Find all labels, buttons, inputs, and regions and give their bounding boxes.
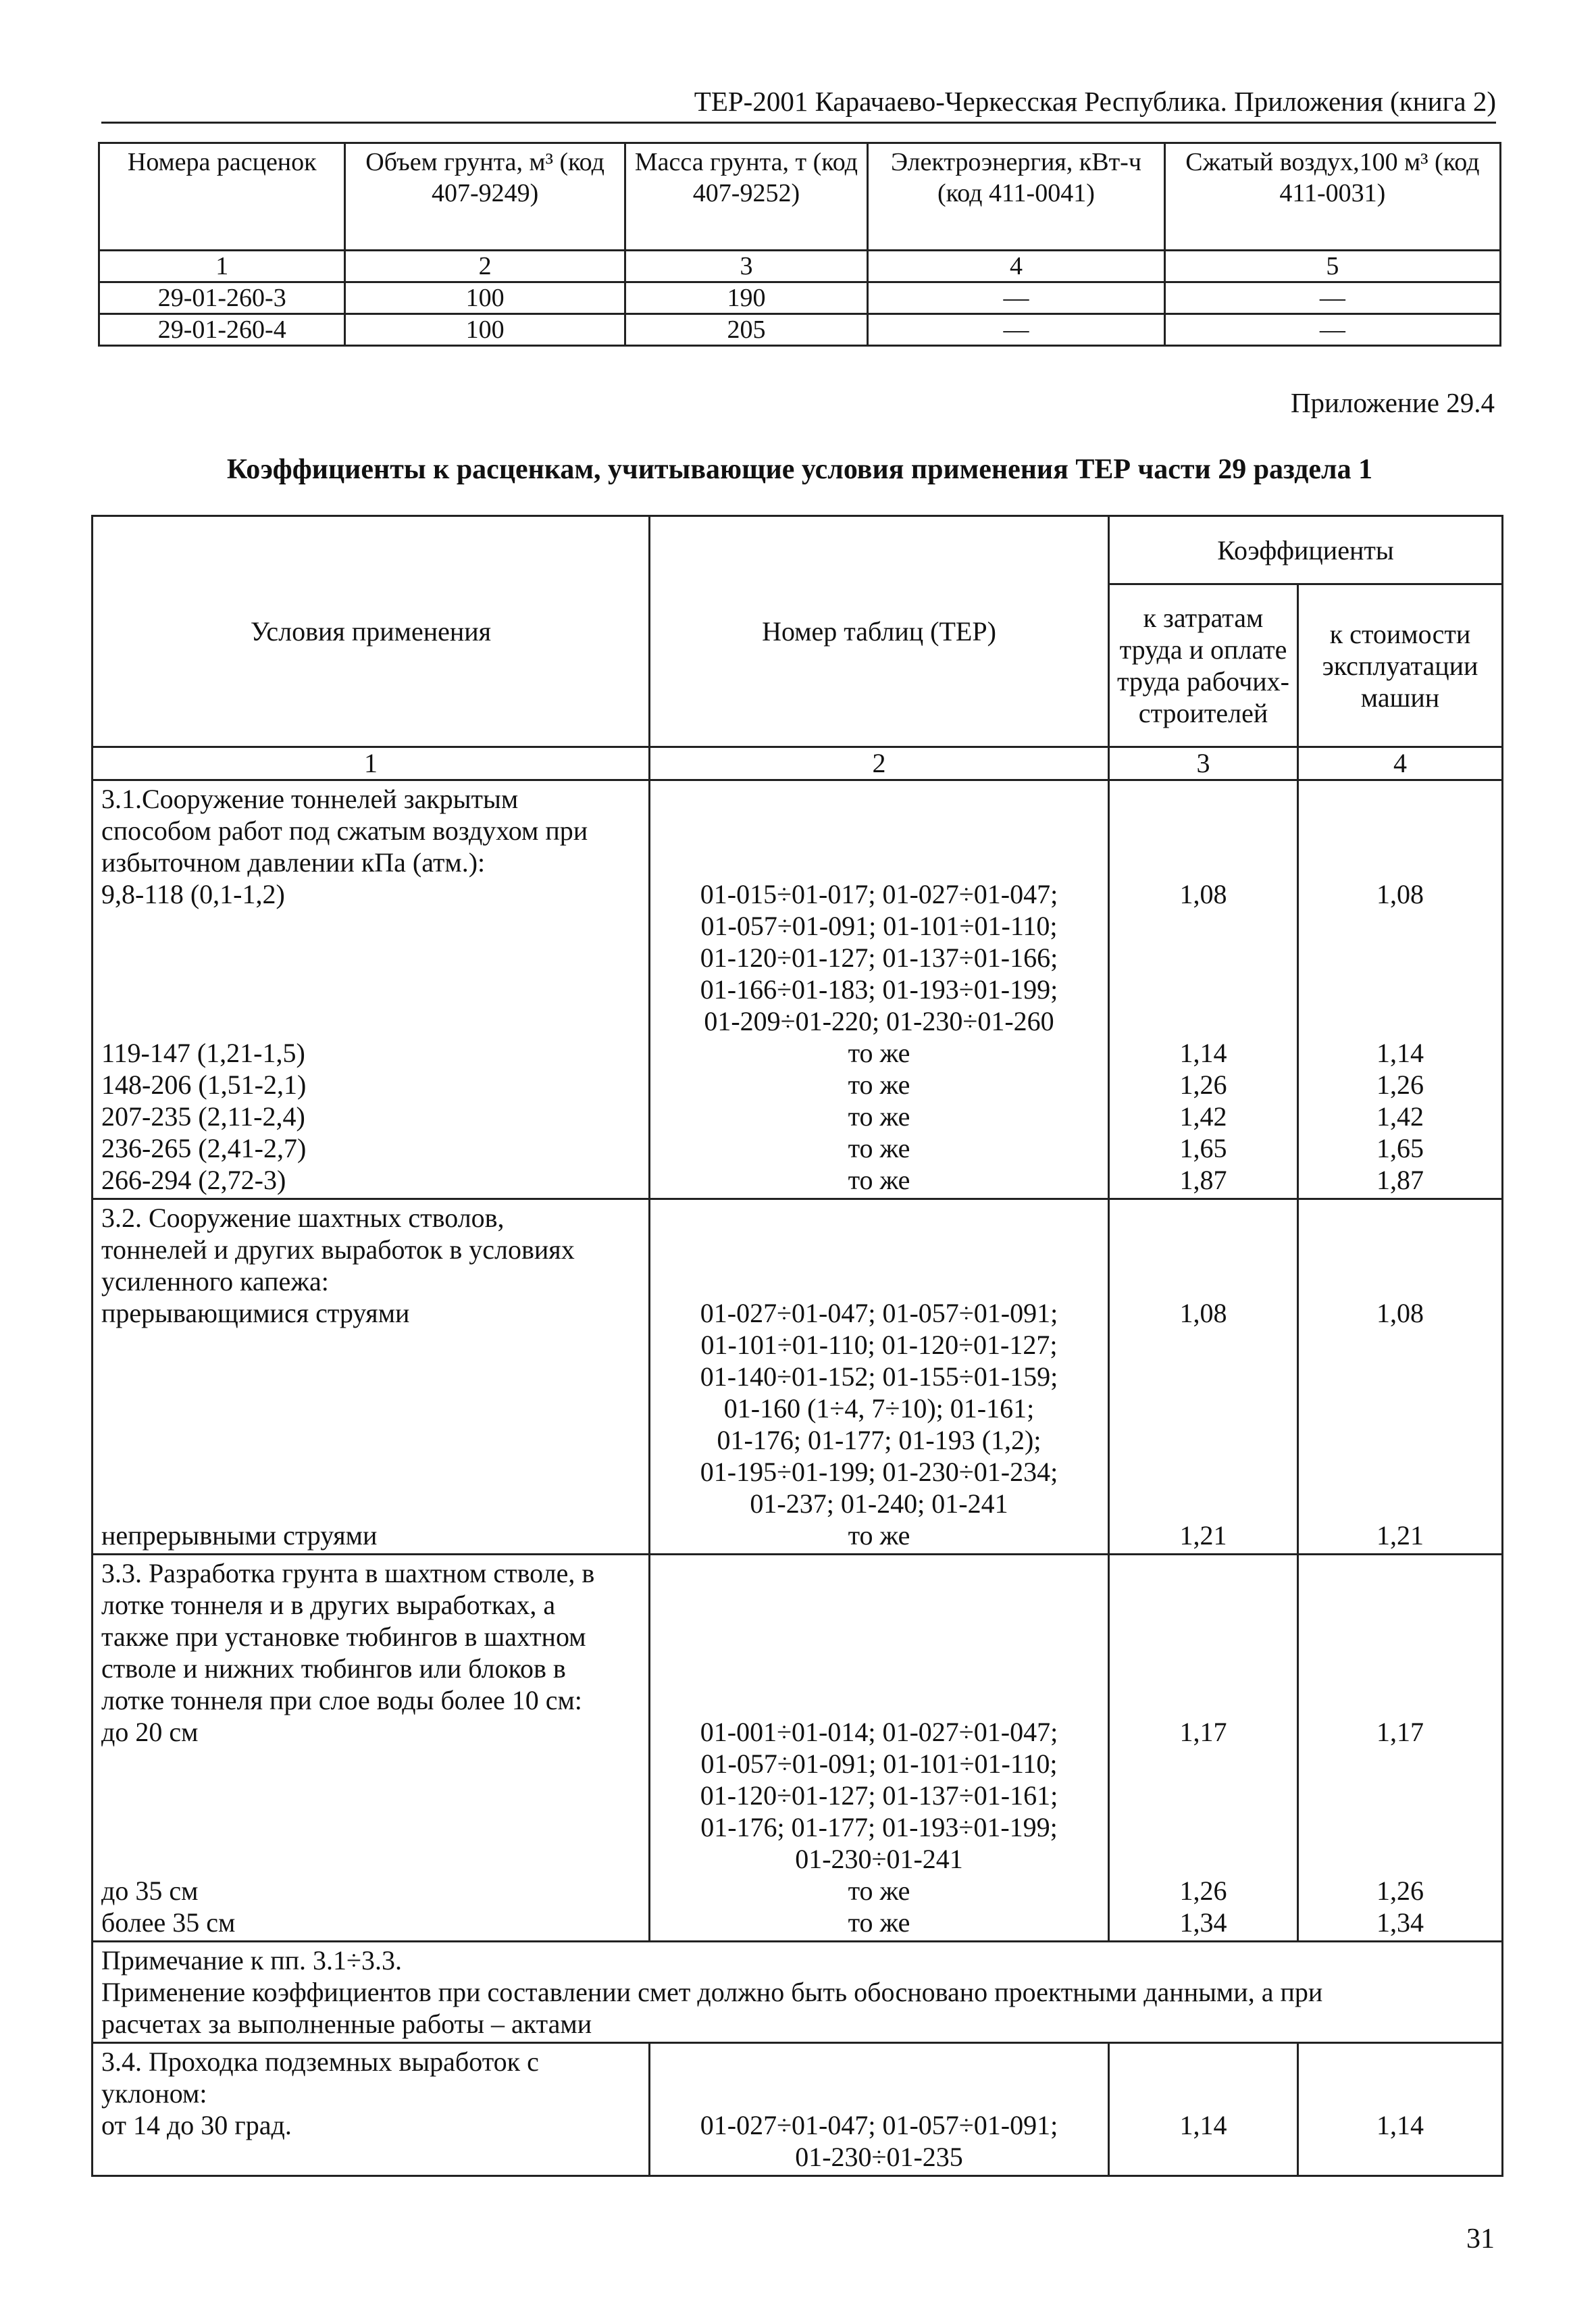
cell: — xyxy=(868,282,1165,314)
section-3-1-labor: 1,08 1,14 1,26 1,42 1,65 1,87 xyxy=(1109,780,1298,1199)
machines-header: к стоимости эксплуатации машин xyxy=(1298,584,1503,747)
section-3-1-tables: 01-015÷01-017; 01-027÷01-047; 01-057÷01-091; 01-101÷01-110; 01-120÷01-127; 01-137÷01-166; 01-166÷01-183; 01-193÷01-199; 01-209÷01-220; 01-230÷01-260 то же то же то же то же то же xyxy=(650,780,1109,1199)
cell: 100 xyxy=(345,314,625,346)
resource-table xyxy=(98,142,1501,347)
section-3-4-tables: 01-027÷01-047; 01-057÷01-091; 01-230÷01-235 xyxy=(650,2043,1109,2176)
table1-header: Электроэнергия, кВт-ч (код 411-0041) xyxy=(868,143,1165,251)
section-3-3-labor: 1,17 1,26 1,34 xyxy=(1109,1555,1298,1942)
table1-index-row xyxy=(99,251,1501,282)
cell: 29-01-260-3 xyxy=(99,282,345,314)
note-row xyxy=(93,1942,1503,2043)
section-3-2-conditions: 3.2. Сооружение шахтных стволов, тоннелей и других выработок в условиях усиленного капежа: прерывающимися струями непрерывными струями xyxy=(93,1199,650,1555)
cell: 190 xyxy=(625,282,867,314)
table1-header: Объем грунта, м³ (код 407-9249) xyxy=(345,143,625,251)
table1-header: Сжатый воздух,100 м³ (код 411-0031) xyxy=(1164,143,1500,251)
section-3-4-labor: 1,14 xyxy=(1109,2043,1298,2176)
col-number: 2 xyxy=(650,747,1109,780)
section-3-1-row xyxy=(93,780,1503,1199)
col-number: 2 xyxy=(345,251,625,282)
note-cell: Примечание к пп. 3.1÷3.3. Применение коэффициентов при составлении смет должно быть обосновано проектными данными, а при расчетах за выполненные работы – актами xyxy=(93,1942,1503,2043)
cell: — xyxy=(1164,282,1500,314)
table2-header-row xyxy=(93,516,1503,584)
col-number: 1 xyxy=(93,747,650,780)
col-number: 4 xyxy=(1298,747,1503,780)
cell: 205 xyxy=(625,314,867,346)
coefficients-table xyxy=(91,515,1503,2177)
col-number: 5 xyxy=(1164,251,1500,282)
tables-header: Номер таблиц (ТЕР) xyxy=(650,516,1109,747)
section-3-4-machines: 1,14 xyxy=(1298,2043,1503,2176)
cell: — xyxy=(868,314,1165,346)
table2-index-row xyxy=(93,747,1503,780)
cell: 29-01-260-4 xyxy=(99,314,345,346)
table-row xyxy=(99,282,1501,314)
section-3-3-conditions: 3.3. Разработка грунта в шахтном стволе, в лотке тоннеля и в других выработках, а также при установке тюбингов в шахтном стволе и нижних тюбингов или блоков в лотке тоннеля при слое воды более 10 см: до 20 см до 35 см более 35 см xyxy=(93,1555,650,1942)
cell: — xyxy=(1164,314,1500,346)
col-number: 3 xyxy=(1109,747,1298,780)
section-3-3-machines: 1,17 1,26 1,34 xyxy=(1298,1555,1503,1942)
page-header xyxy=(101,81,1496,124)
labor-header: к затратам труда и оплате труда рабочих-строителей xyxy=(1109,584,1298,747)
page-number: 31 xyxy=(1466,2223,1495,2255)
section-3-3-tables: 01-001÷01-014; 01-027÷01-047; 01-057÷01-091; 01-101÷01-110; 01-120÷01-127; 01-137÷01-161; 01-176; 01-177; 01-193÷01-199; 01-230÷01-241 то же то же xyxy=(650,1555,1109,1942)
header-title: ТЕР-2001 Карачаево-Черкесская Республика. Приложения (книга 2) xyxy=(694,86,1496,117)
section-3-2-labor: 1,08 1,21 xyxy=(1109,1199,1298,1555)
section-3-1-machines: 1,08 1,14 1,26 1,42 1,65 1,87 xyxy=(1298,780,1503,1199)
cell: 100 xyxy=(345,282,625,314)
section-3-3-row xyxy=(93,1555,1503,1942)
table-title: Коэффициенты к расценкам, учитывающие условия применения ТЕР части 29 раздела 1 xyxy=(226,454,1373,485)
section-3-1-conditions: 3.1.Сооружение тоннелей закрытым способом работ под сжатым воздухом при избыточном давлении кПа (атм.): 9,8-118 (0,1-1,2) 119-147 (1,21-1,5) 148-206 (1,51-2,1) 207-235 (2,11-2,4) 236-265 (2,41-2,7) 266-294 (2,72-3) xyxy=(93,780,650,1199)
col-number: 4 xyxy=(868,251,1165,282)
col-number: 1 xyxy=(99,251,345,282)
table1-header: Номера расценок xyxy=(99,143,345,251)
table-row xyxy=(99,314,1501,346)
conditions-header: Условия применения xyxy=(93,516,650,747)
section-3-4-conditions: 3.4. Проходка подземных выработок с уклоном: от 14 до 30 град. xyxy=(93,2043,650,2176)
coefficients-header: Коэффициенты xyxy=(1109,516,1503,584)
appendix-label: Приложение 29.4 xyxy=(1290,387,1495,418)
section-3-2-row xyxy=(93,1199,1503,1555)
col-number: 3 xyxy=(625,251,867,282)
section-3-2-tables: 01-027÷01-047; 01-057÷01-091; 01-101÷01-110; 01-120÷01-127; 01-140÷01-152; 01-155÷01-159; 01-160 (1÷4, 7÷10); 01-161; 01-176; 01-177; 01-193 (1,2); 01-195÷01-199; 01-230÷01-234; 01-237; 01-240; 01-241 то же xyxy=(650,1199,1109,1555)
section-3-4-row xyxy=(93,2043,1503,2176)
table1-header-row xyxy=(99,143,1501,251)
section-3-2-machines: 1,08 1,21 xyxy=(1298,1199,1503,1555)
table1-header: Масса грунта, т (код 407-9252) xyxy=(625,143,867,251)
